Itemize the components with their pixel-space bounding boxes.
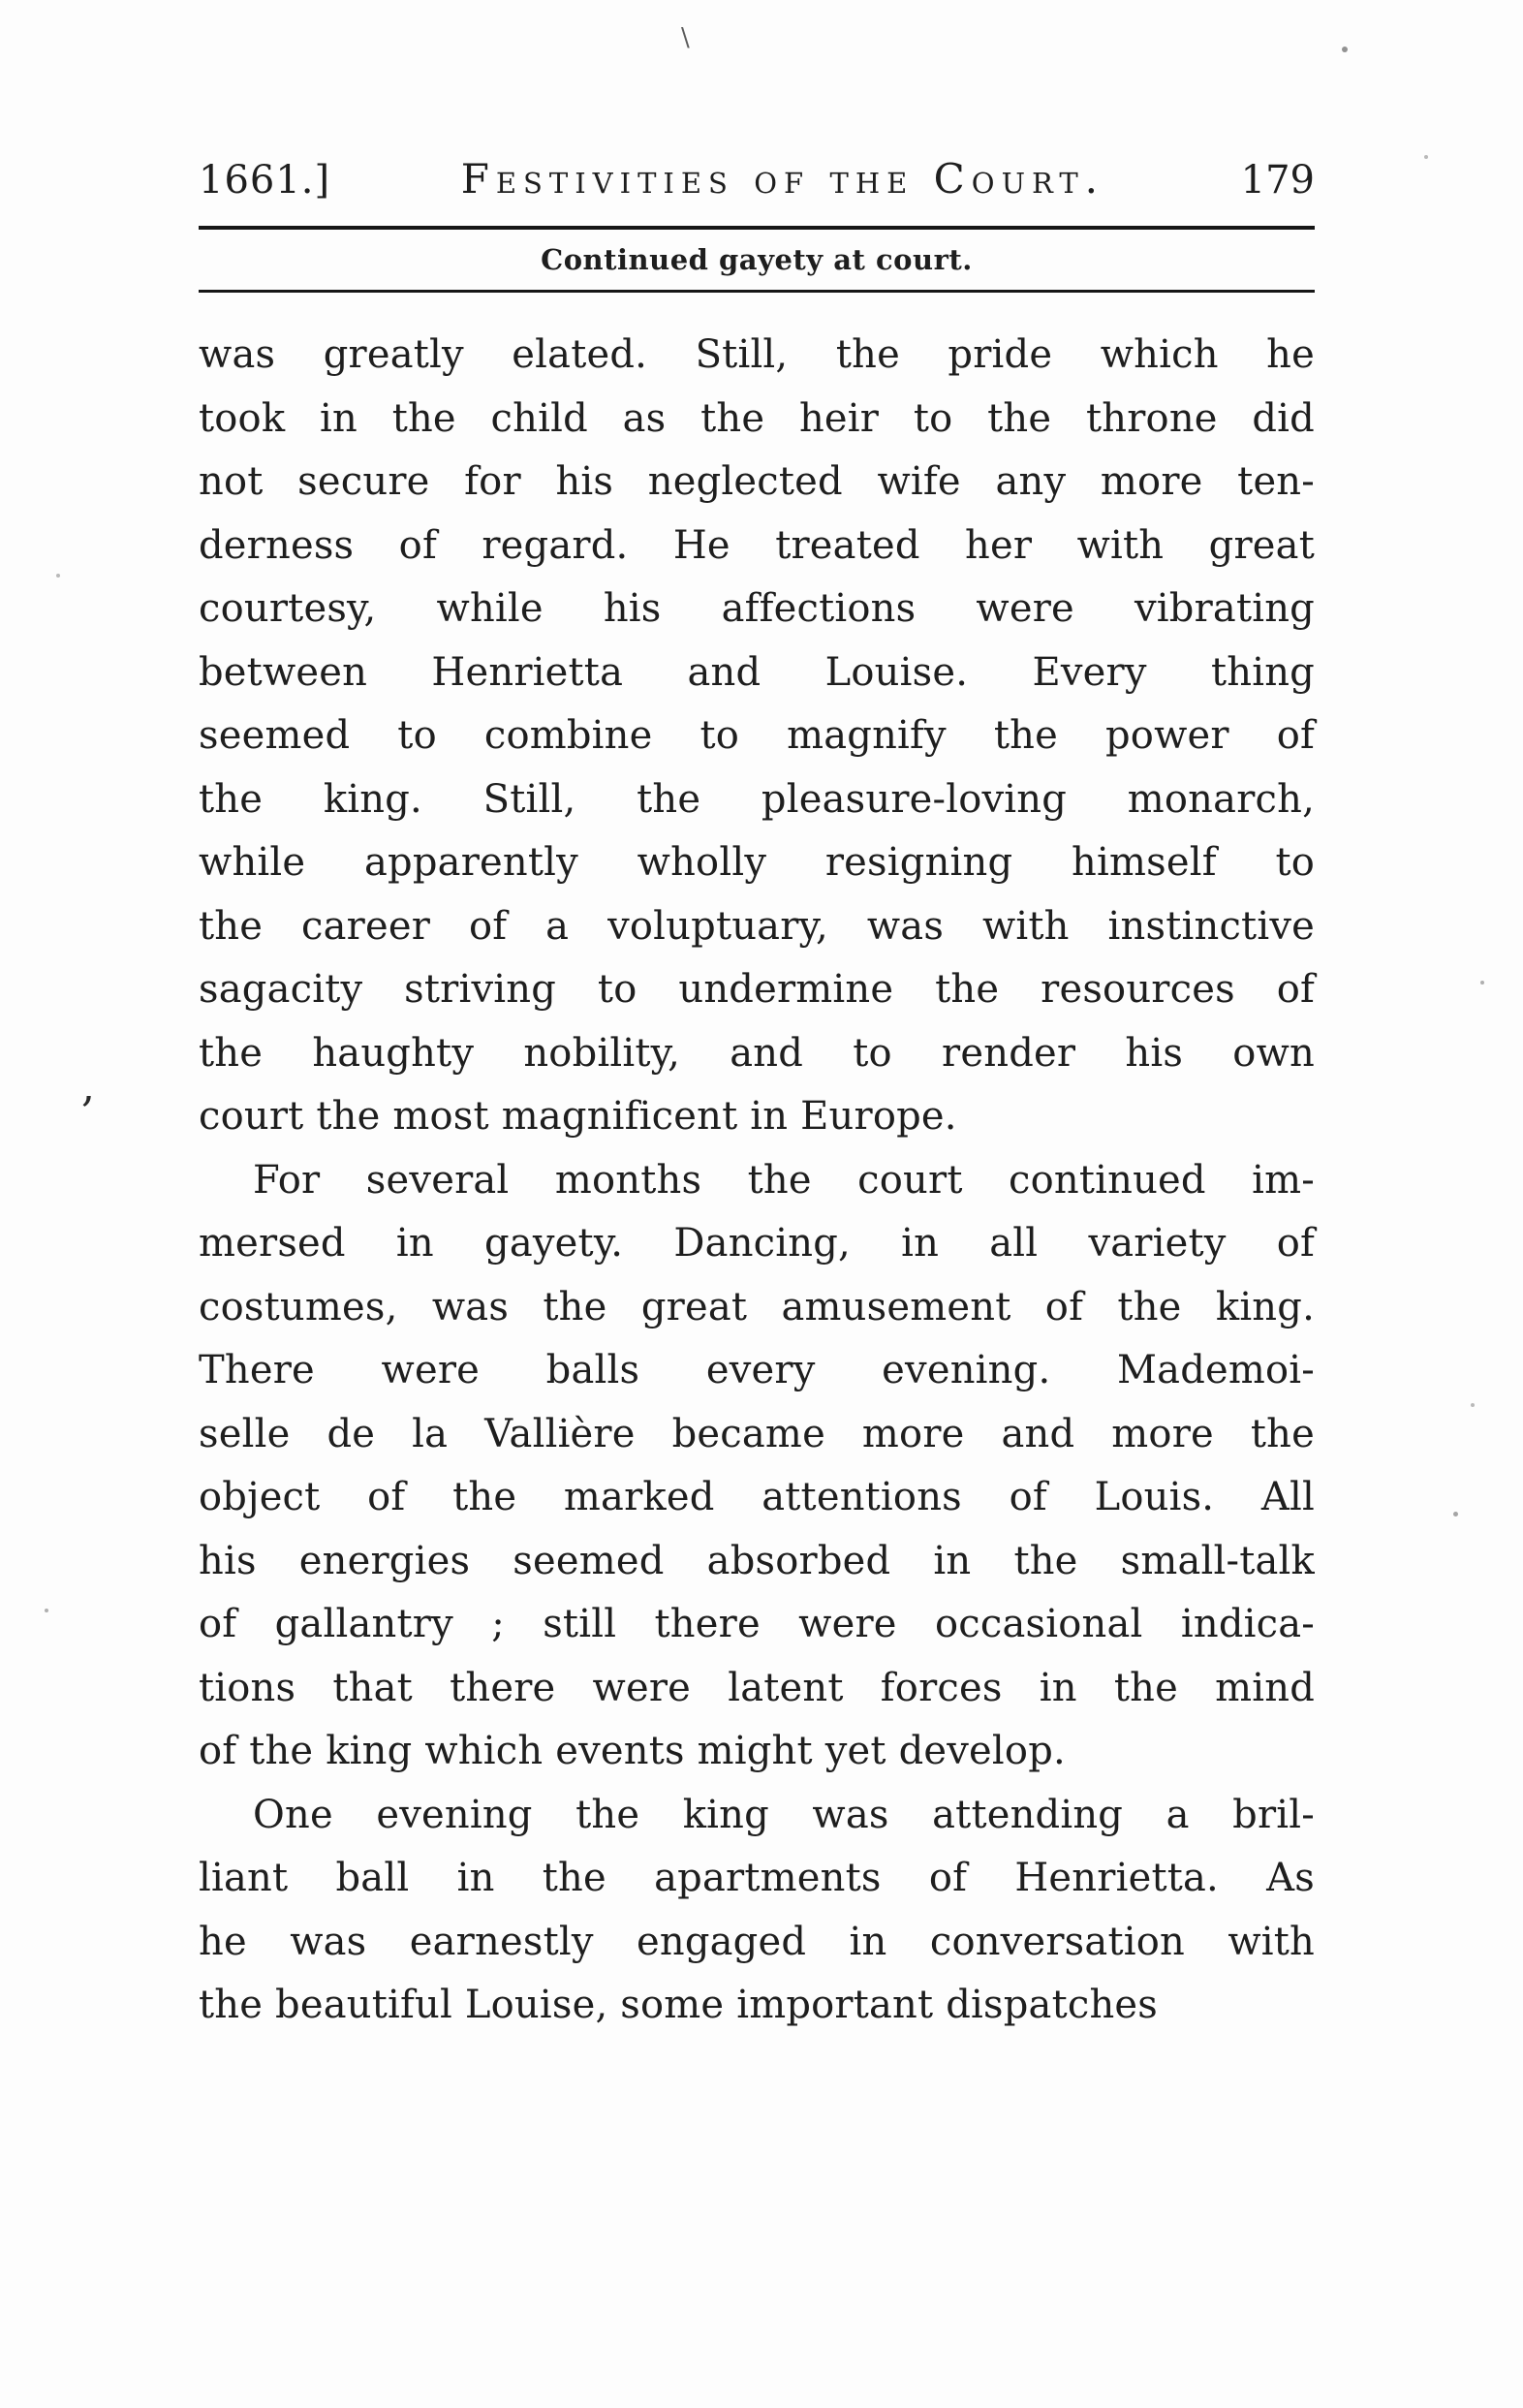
- text-line: the haughty nobility, and to render his own: [199, 1030, 1315, 1076]
- text-line: the beautiful Louise, some important dispatches: [199, 1983, 1159, 2027]
- text-line: he was earnestly engaged in conversation with: [199, 1919, 1315, 1964]
- scan-speck: [56, 574, 60, 578]
- page-header: [199, 155, 1315, 203]
- header-title: Festivities of the Court.: [460, 155, 1105, 203]
- text-line: There were balls every evening. Mademoi-: [199, 1348, 1315, 1392]
- scan-speck: [1424, 155, 1428, 159]
- text-line: his energies seemed absorbed in the small-talk: [199, 1538, 1315, 1583]
- text-line: One evening the king was attending a bril-: [253, 1792, 1315, 1837]
- book-page: [199, 155, 1315, 2038]
- running-subheader: Continued gayety at court.: [541, 243, 973, 276]
- text-line: of gallantry ; still there were occasional indica-: [199, 1602, 1315, 1646]
- text-line: costumes, was the great amusement of the king.: [199, 1284, 1315, 1329]
- scan-speck: [1342, 47, 1348, 52]
- text-line: mersed in gayety. Dancing, in all variety of: [199, 1221, 1315, 1266]
- scan-speck: [1453, 1512, 1458, 1517]
- text-line: between Henrietta and Louise. Every thing: [199, 649, 1315, 695]
- header-rule-bottom: [199, 290, 1315, 293]
- page-number: 179: [1240, 158, 1315, 203]
- header-year: 1661.]: [199, 158, 331, 203]
- text-line: took in the child as the heir to the throne did: [199, 395, 1315, 441]
- text-line: the king. Still, the pleasure-loving monarch,: [199, 776, 1315, 822]
- header-rule-top: [199, 226, 1315, 230]
- text-line: seemed to combine to magnify the power of: [199, 713, 1315, 758]
- text-line: object of the marked attentions of Louis. All: [199, 1475, 1315, 1519]
- text-line: selle de la Vallière became more and more the: [199, 1411, 1315, 1456]
- text-line: court the most magnificent in Europe.: [199, 1094, 957, 1139]
- margin-comma-mark: ,: [81, 1062, 95, 1111]
- text-line: of the king which events might yet develop.: [199, 1729, 1066, 1773]
- scan-speck: [1471, 1403, 1475, 1407]
- scan-speck: [1480, 981, 1484, 985]
- text-line: sagacity striving to undermine the resources of: [199, 967, 1315, 1012]
- text-line: liant ball in the apartments of Henrietta. As: [199, 1856, 1315, 1900]
- text-line: For several months the court continued im-: [253, 1157, 1315, 1203]
- text-line: was greatly elated. Still, the pride which he: [199, 332, 1315, 377]
- text-line: tions that there were latent forces in the mind: [199, 1665, 1315, 1710]
- scan-speck: [45, 1609, 48, 1612]
- text-line: derness of regard. He treated her with great: [199, 522, 1315, 568]
- body-text: [199, 324, 1315, 2038]
- text-line: while apparently wholly resigning himself to: [199, 840, 1315, 885]
- scan-slash-mark: \: [681, 23, 690, 52]
- text-line: not secure for his neglected wife any more ten-: [199, 459, 1315, 504]
- text-line: courtesy, while his affections were vibrating: [199, 586, 1315, 631]
- text-line: the career of a voluptuary, was with instinctive: [199, 903, 1315, 949]
